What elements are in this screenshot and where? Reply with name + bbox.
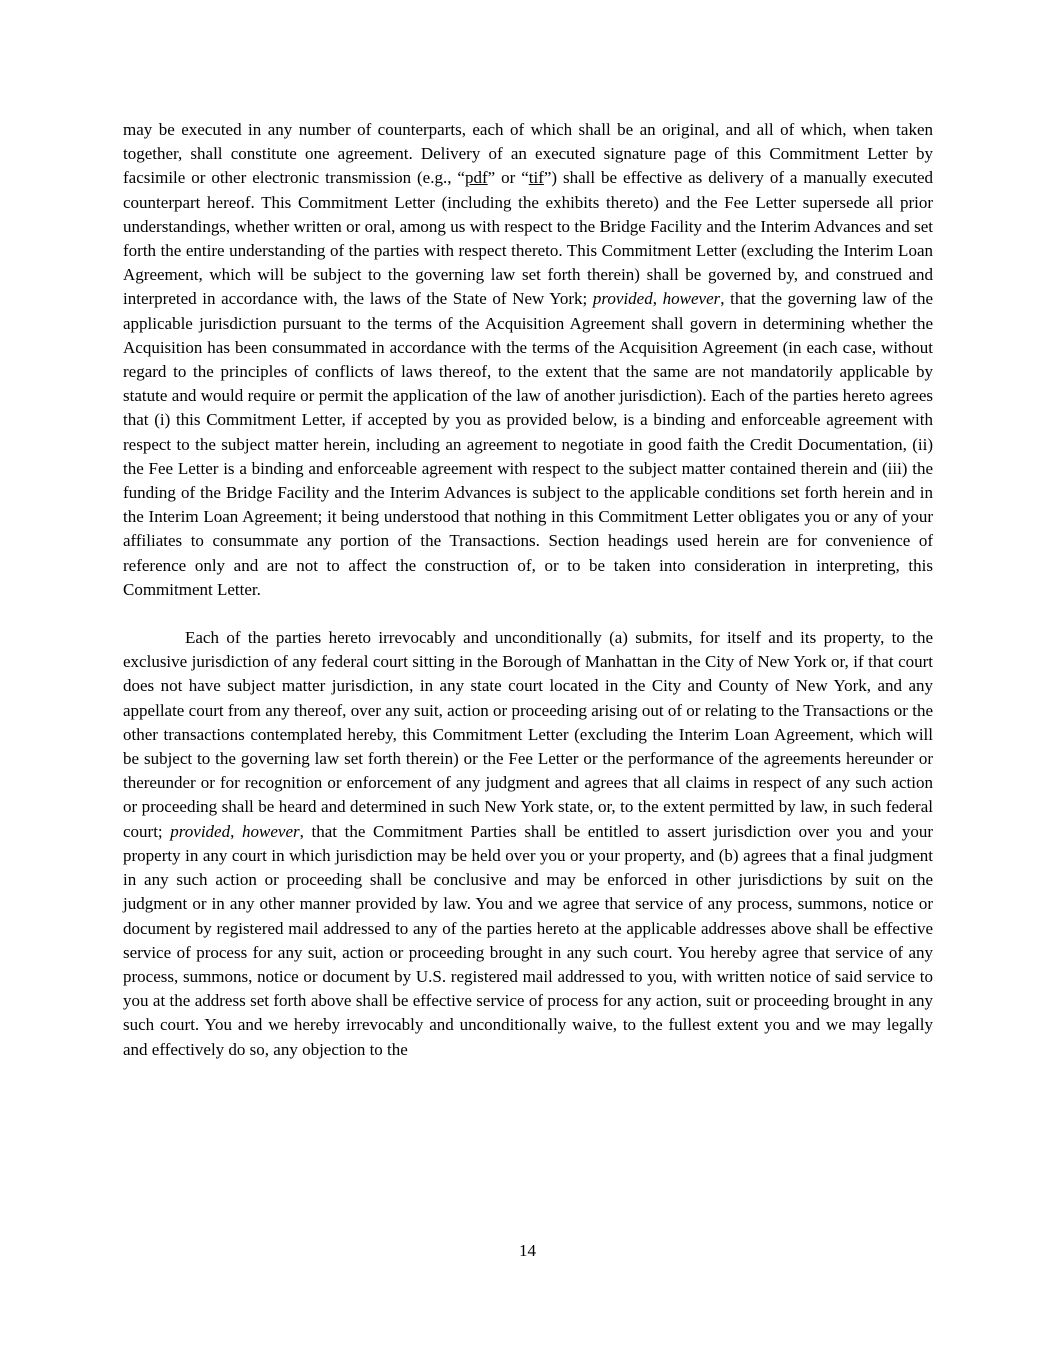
text-run: ” or “ (487, 168, 529, 188)
text-run-italic: however (662, 289, 721, 309)
paragraph-jurisdiction (123, 626, 933, 1062)
text-run-italic: provided (592, 289, 653, 309)
text-run-underline: pdf (464, 168, 488, 188)
paragraph-governing-law (123, 118, 933, 602)
page-number: 14 (519, 1240, 536, 1260)
text-run: may be executed in any number of counterparts, each of which shall be an original, and all of which, when taken together, shall constitute one agreement. Delivery of an executed signature page of this Commitment Letter by facsimile or other electronic transmission (e.g., “ (123, 120, 933, 188)
text-run: ”) shall be effective as delivery of a manually executed counterpart hereof. This Commitment Letter (including the exhibits thereto) and the Fee Letter supersede all prior understandings, whether written or oral, among us with respect to the Bridge Facility and the Interim Advances and set forth the entire understanding of the parties with respect thereto. This Commitment Letter (excluding the Interim Loan Agreement, which will be subject to the governing law set forth therein) shall be governed by, and construed and interpreted in accordance with, the laws of the State of New York; (123, 168, 934, 309)
text-run-italic: provided (170, 821, 231, 841)
text-run-italic: however (242, 821, 300, 841)
text-run: , that the governing law of the applicable jurisdiction pursuant to the terms of the Acquisition Agreement shall govern in determining whether the Acquisition has been consummated in accordance with the terms of the Acquisition Agreement (in each case, without regard to the principles of conflicts of laws thereof, to the extent that the same are not mandatorily applicable by statute and would require or permit the application of the law of another jurisdiction). Each of the parties hereto agrees that (i) this Commitment Letter, if accepted by you as provided below, is a binding and enforceable agreement with respect to the subject matter herein, including an agreement to negotiate in good faith the Credit Documentation, (ii) the Fee Letter is a binding and enforceable agreement with respect to the subject matter contained therein and (iii) the funding of the Bridge Facility and the Interim Advances is subject to the applicable conditions set forth herein and in the Interim Loan Agreement; it being understood that nothing in this Commitment Letter obligates you or any of your affiliates to consummate any portion of the Transactions. Section headings used herein are for convenience of reference only and are not to affect the construction of, or to be taken into consideration in interpreting, this Commitment Letter. (123, 289, 934, 599)
text-run: , (230, 821, 243, 841)
text-run: Each of the parties hereto irrevocably and unconditionally (a) submits, for itself and its property, to the exclusive jurisdiction of any federal court sitting in the Borough of Manhattan in the City of New York or, if that court does not have subject matter jurisdiction, in any state court located in the City and County of New York, and any appellate court from any thereof, over any suit, action or proceeding arising out of or relating to the Transactions or the other transactions contemplated hereby, this Commitment Letter (excluding the Interim Loan Agreement, which will be subject to the governing law set forth therein) or the Fee Letter or the performance of the agreements hereunder or thereunder or for recognition or enforcement of any judgment and agrees that all claims in respect of any such action or proceeding shall be heard and determined in such New York state, or, to the extent permitted by law, in such federal court; (123, 628, 933, 841)
text-run: , that the Commitment Parties shall be entitled to assert jurisdiction over you and your property in any court in which jurisdiction may be held over you or your property, and (b) agrees that a final judgment in any such action or proceeding shall be conclusive and may be enforced in other jurisdictions by suit on the judgment or in any other manner provided by law. You and we agree that service of any process, summons, notice or document by registered mail addressed to any of the parties hereto at the applicable addresses above shall be effective service of process for any suit, action or proceeding brought in any such court. You hereby agree that service of any process, summons, notice or document by U.S. registered mail addressed to you, with written notice of said service to you at the address set forth above shall be effective service of process for any action, suit or proceeding brought in any such court. You and we hereby irrevocably and unconditionally waive, to the fullest extent you and we may legally and effectively do so, any objection to the (123, 821, 934, 1059)
text-run: , (652, 289, 663, 309)
text-run-underline: tif (528, 168, 544, 188)
